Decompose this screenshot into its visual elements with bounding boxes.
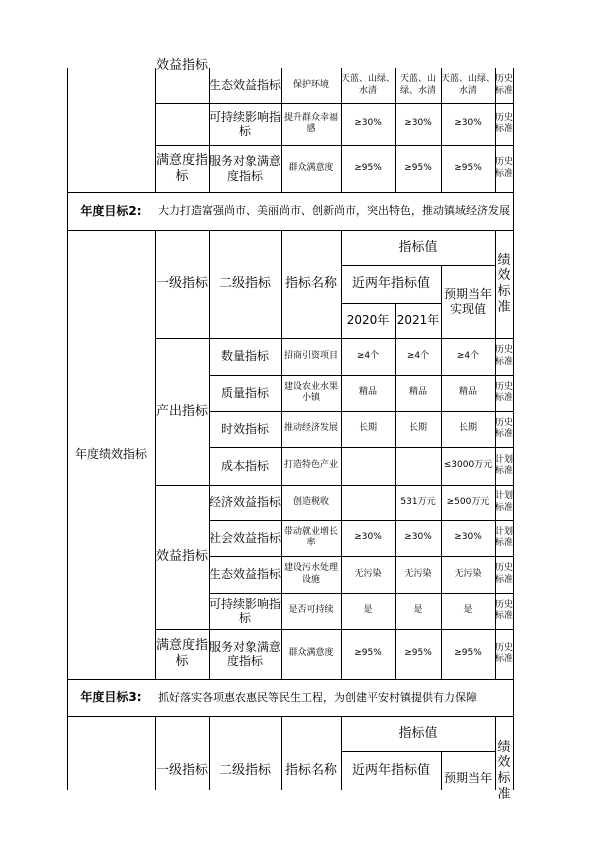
standard-cell: 历史标准 bbox=[495, 112, 514, 134]
header-level1: 一级指标 bbox=[155, 276, 208, 292]
benefit-indicator-label: 效益指标 bbox=[155, 549, 208, 565]
indicator-name-cell: 建设污水处理设施 bbox=[283, 563, 338, 585]
level2-cell: 数量指标 bbox=[220, 349, 269, 364]
header-level2: 二级指标 bbox=[218, 763, 271, 779]
header-level1: 一级指标 bbox=[155, 763, 208, 779]
indicator-name-cell: 是否可持续 bbox=[288, 605, 334, 616]
value-2021-cell: 精品 bbox=[408, 387, 427, 398]
standard-cell: 计划标准 bbox=[495, 491, 514, 513]
standard-cell: 历史标准 bbox=[495, 74, 514, 96]
level1-cell: 满意度指标 bbox=[155, 152, 208, 184]
benefit-indicator-partial-label: 效益指标 bbox=[155, 58, 208, 73]
standard-cell: 计划标准 bbox=[495, 526, 514, 548]
expected-value-cell: 无污染 bbox=[454, 568, 482, 579]
goal-2-text: 大力打造富强尚市、美丽尚市、创新尚市，突出特色，推动镇域经济发展 bbox=[158, 204, 510, 218]
standard-cell: 计划标准 bbox=[495, 454, 514, 476]
value-2021-cell: ≥4个 bbox=[406, 350, 430, 361]
header-recent-two-years: 近两年指标值 bbox=[351, 762, 430, 778]
value-2020-cell: 天蓝、山绿、水清 bbox=[341, 74, 396, 96]
expected-value-cell: ≥500万元 bbox=[446, 496, 490, 507]
standard-cell: 历史标准 bbox=[495, 345, 514, 367]
value-2021-cell: ≥95% bbox=[404, 648, 432, 659]
expected-value-cell: 是 bbox=[463, 605, 473, 616]
value-2020-cell: ≥95% bbox=[354, 648, 382, 659]
table-rule bbox=[513, 68, 514, 790]
standard-cell: 历史标准 bbox=[495, 642, 514, 664]
level2-cell: 社会效益指标 bbox=[209, 530, 282, 545]
output-indicator-label: 产出指标 bbox=[155, 403, 208, 419]
value-2020-cell: 长期 bbox=[358, 423, 377, 434]
value-2020-cell: ≥30% bbox=[354, 118, 382, 129]
goal-3-text: 抓好落实各项惠农惠民等民生工程，为创建平安村镇提供有力保障 bbox=[158, 690, 477, 704]
level2-cell: 时效指标 bbox=[220, 421, 269, 436]
annual-performance-indicators-label: 年度绩效指标 bbox=[74, 447, 147, 462]
header-2020: 2020年 bbox=[346, 313, 390, 328]
header-indicator-value: 指标值 bbox=[398, 239, 438, 255]
header-indicator-value: 指标值 bbox=[398, 725, 438, 741]
indicator-name-cell: 招商引资项目 bbox=[283, 350, 338, 361]
header-performance-standard: 绩效标准 bbox=[497, 252, 511, 315]
header-indicator-name: 指标名称 bbox=[284, 276, 337, 292]
level2-cell: 可持续影响指标 bbox=[209, 596, 282, 625]
header-performance-standard: 绩效标准 bbox=[497, 739, 511, 802]
level2-cell: 服务对象满意度指标 bbox=[209, 639, 282, 668]
expected-value-cell: ≥95% bbox=[454, 648, 482, 659]
expected-value-cell: ≥30% bbox=[454, 532, 482, 543]
standard-cell: 历史标准 bbox=[495, 157, 514, 179]
level2-cell: 生态效益指标 bbox=[209, 567, 282, 582]
standard-cell: 历史标准 bbox=[495, 381, 514, 403]
value-2021-cell: ≥30% bbox=[404, 118, 432, 129]
indicator-name-cell: 保护环境 bbox=[292, 79, 329, 90]
value-2021-cell: ≥95% bbox=[404, 162, 432, 173]
header-expected-value: 预期当年 bbox=[443, 770, 492, 785]
header-indicator-name: 指标名称 bbox=[284, 763, 337, 779]
expected-value-cell: ≥30% bbox=[454, 118, 482, 129]
value-2021-cell: 531万元 bbox=[400, 496, 436, 507]
value-2020-cell: ≥4个 bbox=[356, 350, 380, 361]
level2-cell: 可持续影响指标 bbox=[209, 109, 282, 138]
indicator-name-cell: 群众满意度 bbox=[288, 162, 334, 173]
expected-value-cell: 长期 bbox=[458, 423, 477, 434]
indicator-name-cell: 建设农业水果小镇 bbox=[283, 381, 338, 403]
indicator-name-cell: 推动经济发展 bbox=[283, 423, 338, 434]
indicator-name-cell: 提升群众幸福感 bbox=[283, 112, 338, 134]
level2-cell: 生态效益指标 bbox=[209, 78, 282, 93]
standard-cell: 历史标准 bbox=[495, 417, 514, 439]
expected-value-cell: ≤3000万元 bbox=[443, 460, 493, 471]
header-2021: 2021年 bbox=[396, 313, 440, 328]
indicator-name-cell: 带动就业增长率 bbox=[283, 526, 338, 548]
level2-cell: 成本指标 bbox=[220, 458, 269, 473]
value-2020-cell bbox=[341, 447, 395, 485]
expected-value-cell: ≥4个 bbox=[456, 350, 480, 361]
header-expected-value: 预期当年实现值 bbox=[443, 287, 492, 316]
indicator-name-cell: 群众满意度 bbox=[288, 648, 334, 659]
expected-value-cell: 精品 bbox=[458, 387, 477, 398]
value-2020-cell: ≥30% bbox=[354, 532, 382, 543]
header-level2: 二级指标 bbox=[218, 276, 271, 292]
level2-cell: 经济效益指标 bbox=[209, 495, 282, 510]
expected-value-cell: ≥95% bbox=[454, 162, 482, 173]
level2-cell: 质量指标 bbox=[220, 385, 269, 400]
expected-value-cell: 天蓝、山绿、水清 bbox=[441, 74, 496, 96]
value-2021-cell: 长期 bbox=[408, 423, 427, 434]
indicator-name-cell: 创造税收 bbox=[292, 496, 329, 507]
value-2020-cell: 无污染 bbox=[354, 568, 382, 579]
value-2021-cell: 是 bbox=[413, 605, 423, 616]
indicator-name-cell: 打造特色产业 bbox=[283, 460, 338, 471]
value-2021-cell: ≥30% bbox=[404, 532, 432, 543]
value-2020-cell: ≥95% bbox=[354, 162, 382, 173]
value-2021-cell: 天蓝、山绿、水清 bbox=[399, 74, 436, 96]
level2-cell: 服务对象满意度指标 bbox=[209, 154, 282, 183]
standard-cell: 历史标准 bbox=[495, 563, 514, 585]
value-2020-cell: 是 bbox=[363, 605, 373, 616]
goal-3-label: 年度目标3: bbox=[80, 690, 142, 705]
value-2021-cell bbox=[395, 447, 441, 485]
value-2020-cell: 精品 bbox=[358, 387, 377, 398]
goal-2-label: 年度目标2: bbox=[80, 203, 142, 218]
standard-cell: 历史标准 bbox=[495, 599, 514, 621]
satisfaction-indicator-label: 满意度指标 bbox=[155, 638, 208, 669]
value-2020-cell bbox=[341, 485, 395, 520]
header-recent-two-years: 近两年指标值 bbox=[351, 276, 430, 292]
value-2021-cell: 无污染 bbox=[404, 568, 432, 579]
